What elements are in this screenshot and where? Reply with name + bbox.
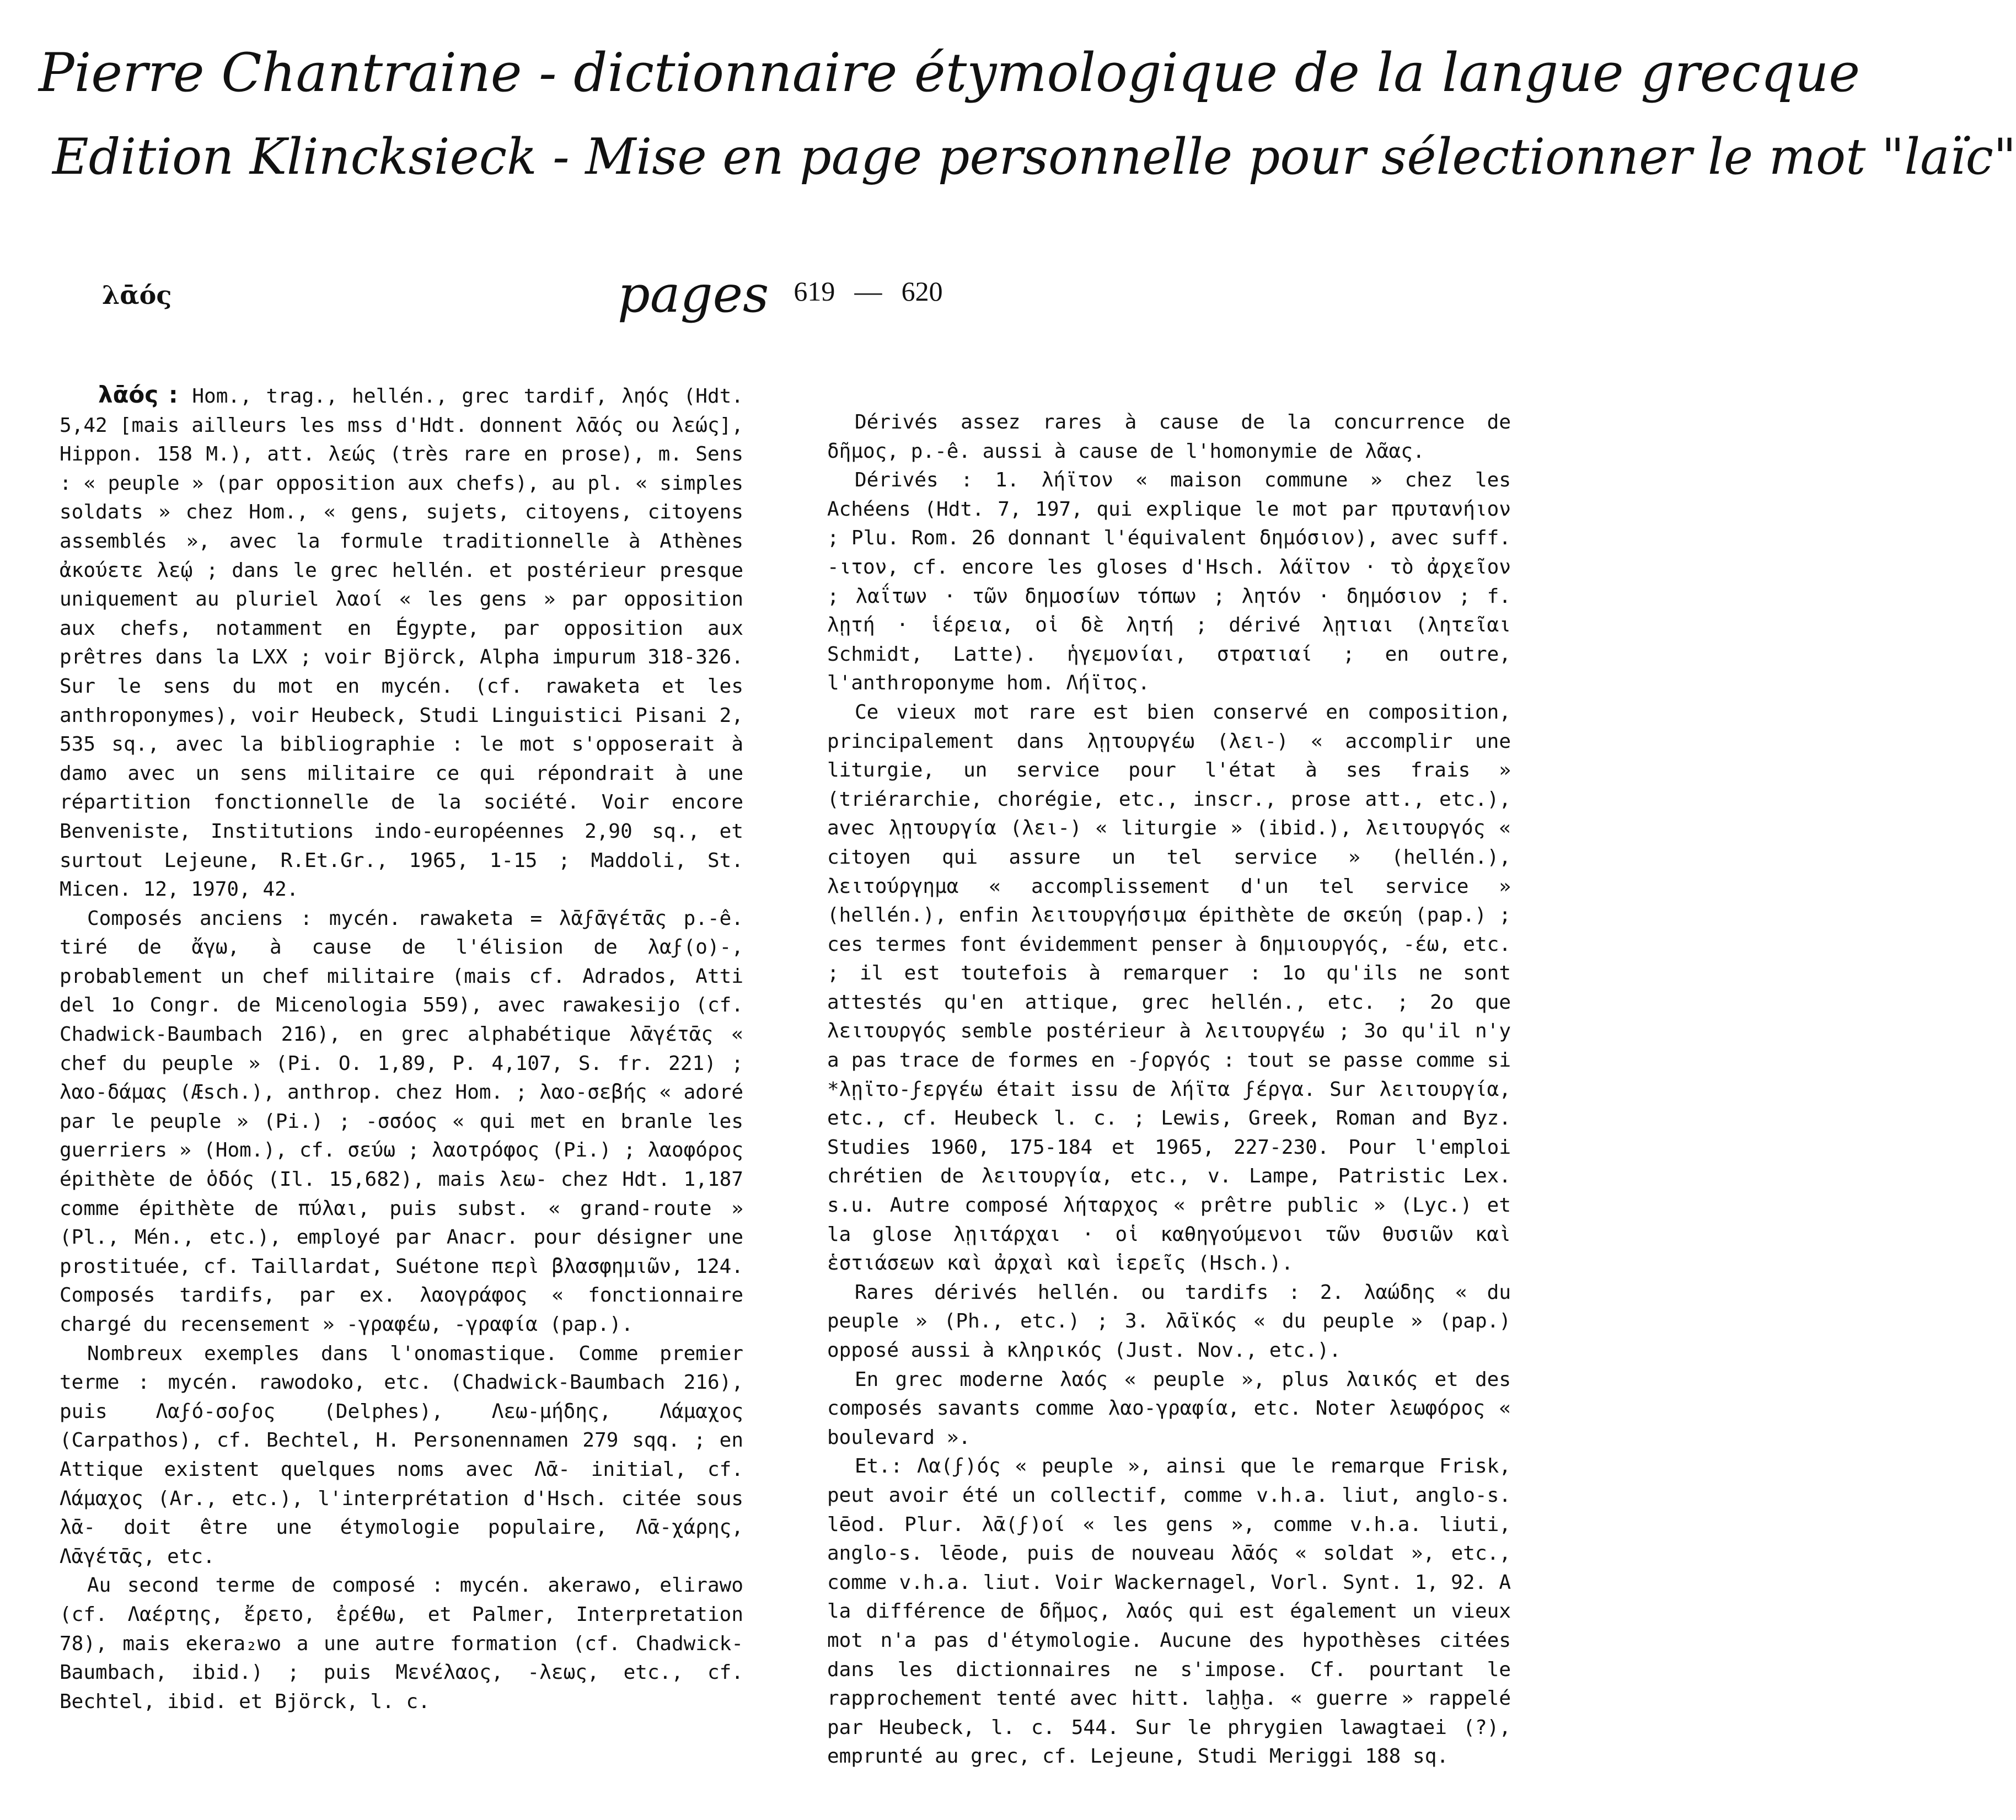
entry-paragraph: Dérivés assez rares à cause de la concurrence de δῆμος, p.-ê. aussi à cause de l'homonymie de λᾶας.	[827, 411, 1511, 463]
page-start: 619	[793, 276, 835, 307]
entry-paragraph: Composés anciens : mycén. rawaketa = λᾱϝᾱγέτᾱς p.-ê. tiré de ἄγω, à cause de l'élision de λαϝ(ο)-, probablement un chef militaire (mais cf. Adrados, Atti del 1o Congr. de Micenologia 559), avec rawakesijo (cf. Chadwick-Baumbach 216), en grec alphabétique λᾱγέτᾱς « chef du peuple » (Pi. O. 1,89, P. 4,107, S. fr. 221) ; λαο-δάμας (Æsch.), anthrop. chez Hom. ; λαο-σεβής « adoré par le peuple » (Pi.) ; -σσόος « qui met en branle les guerriers » (Hom.), cf. σεύω ; λαοτρόφος (Pi.) ; λαοφόρος épithète de ὁδός (Il. 15,682), mais λεω- chez Hdt. 1,187 comme épithète de πύλαι, puis subst. « grand-route » (Pl., Mén., etc.), employé par Anacr. pour désigner une prostituée, cf. Taillardat, Suétone περὶ βλασφημιῶν, 124. Composés tardifs, par ex. λαογράφος « fonctionnaire chargé du recensement » -γραφέω, -γραφία (pap.).	[60, 907, 743, 1336]
entry-paragraph: Au second terme de composé : mycén. akerawo, elirawo (cf. Λαέρτης, ἔρετο, ἐρέθω, et Palmer, Interpretation 78), mais ekera₂wo a une autre formation (cf. Chadwick-Baumbach, ibid.) ; puis Μενέλαος, -λεως, etc., cf. Bechtel, ibid. et Björck, l. c.	[60, 1574, 743, 1713]
entry-paragraph: Rares dérivés hellén. ou tardifs : 2. λαώδης « du peuple » (Ph., etc.) ; 3. λᾱϊκός « du peuple » (pap.) opposé aussi à κληρικός (Just. Nov., etc.).	[827, 1281, 1511, 1362]
entry-paragraph: En grec moderne λαός « peuple », plus λαικός et des composés savants comme λαο-γραφία, etc. Noter λεωφόρος « boulevard ».	[827, 1368, 1511, 1449]
entry-paragraph: Nombreux exemples dans l'onomastique. Comme premier terme : mycén. rawodoko, etc. (Chadwick-Baumbach 216), puis Λαϝό-σοϝος (Delphes), Λεω-μήδης, Λάμαχος (Carpathos), cf. Bechtel, H. Personennamen 279 sqq. ; en Attique existent quelques noms avec Λᾱ- initial, cf. Λάμαχος (Ar., etc.), l'interprétation d'Hsch. citée sous λᾱ- doit être une étymologie populaire, Λᾱ-χάρης, Λᾱγέτᾱς, etc.	[60, 1342, 743, 1568]
pages-label: pages	[618, 265, 769, 324]
document-title-line-1: Pierre Chantraine - dictionnaire étymologique de la langue grecque	[39, 42, 1860, 104]
document-title-line-2: Edition Klincksieck - Mise en page personnelle pour sélectionner le mot "laïc"	[52, 128, 2016, 186]
page-end: 620	[901, 276, 943, 307]
right-column	[827, 408, 1511, 1771]
entry-paragraph	[60, 381, 743, 904]
page-range	[618, 265, 943, 324]
entry-paragraph-text: Hom., trag., hellén., grec tardif, ληός (Hdt. 5,42 [mais ailleurs les mss d'Hdt. donnent λᾱός ou λεώς], Hippon. 158 M.), att. λεώς (très rare en prose), m. Sens : « peuple » (par opposition aux chefs), au pl. « simples soldats » chez Hom., « gens, sujets, citoyens, citoyens assemblés », avec la formule traditionnelle à Athènes ἀκούετε λεῴ ; dans le grec hellén. et postérieur presque uniquement au pluriel λαοί « les gens » par opposition aux chefs, notamment en Égypte, par opposition aux prêtres dans la LXX ; voir Björck, Alpha impurum 318-326. Sur le sens du mot en mycén. (cf. rawaketa et les anthroponymes), voir Heubeck, Studi Linguistici Pisani 2, 535 sq., avec la bibliographie : le mot s'opposerait à damo avec un sens militaire ce qui répondrait à une répartition fonctionnelle de la société. Voir encore Benveniste, Institutions indo-européennes 2,90 sq., et surtout Lejeune, R.Et.Gr., 1965, 1-15 ; Maddoli, St. Micen. 12, 1970, 42.	[60, 385, 743, 901]
entry-lemma: λᾱός :	[98, 381, 178, 408]
running-headword: λᾱός	[102, 280, 172, 310]
entry-paragraph: Ce vieux mot rare est bien conservé en composition, principalement dans λῃτουργέω (λει-) « accomplir une liturgie, un service pour l'état à ses frais » (triérarchie, chorégie, etc., inscr., prose att., etc.), avec λῃτουργία (λει-) « liturgie » (ibid.), λειτουργός « citoyen qui assure un tel service » (hellén.), λειτούργημα « accomplissement d'un tel service » (hellén.), enfin λειτουργήσιμα épithète de σκεύη (pap.) ; ces termes font évidemment penser à δημιουργός, -έω, etc. ; il est toutefois à remarquer : 1o qu'ils ne sont attestés qu'en attique, grec hellén., etc. ; 2o que λειτουργός semble postérieur à λειτουργέω ; 3o qu'il n'y a pas trace de formes en -ϝοργός : tout se passe comme si *λῃϊτο-ϝεργέω était issu de λήϊτα ϝέργα. Sur λειτουργία, etc., cf. Heubeck l. c. ; Lewis, Greek, Roman and Byz. Studies 1960, 175-184 et 1965, 227-230. Pour l'emploi chrétien de λειτουργία, etc., v. Lampe, Patristic Lex. s.u. Autre composé λήταρχος « prêtre public » (Lyc.) et la glose λῃιτάρχαι · οἱ καθηγούμενοι τῶν θυσιῶν καὶ ἑστιάσεων καὶ ἀρχαὶ καὶ ἱερεῖς (Hsch.).	[827, 700, 1511, 1275]
page-dash: —	[854, 276, 882, 307]
left-column	[60, 381, 743, 1716]
entry-paragraph: Et.: Λα(ϝ)ός « peuple », ainsi que le remarque Frisk, peut avoir été un collectif, comme v.h.a. liut, anglo-s. lēod. Plur. λᾱ(ϝ)οί « les gens », comme v.h.a. liuti, anglo-s. lēode, puis de nouveau λᾱός « soldat », etc., comme v.h.a. liut. Voir Wackernagel, Vorl. Synt. 1, 92. A la différence de δῆμος, λαός qui est également un vieux mot n'a pas d'étymologie. Aucune des hypothèses citées dans les dictionnaires ne s'impose. Cf. pourtant le rapprochement tenté avec hitt. laḫḫa. « guerre » rappelé par Heubeck, l. c. 544. Sur le phrygien lawagtaei (?), emprunté au grec, cf. Lejeune, Studi Meriggi 188 sq.	[827, 1455, 1511, 1768]
entry-paragraph: Dérivés : 1. λήϊτον « maison commune » chez les Achéens (Hdt. 7, 197, qui explique le mot par πρυτανήιον ; Plu. Rom. 26 donnant l'équivalent δημόσιον), avec suff. -ιτον, cf. encore les gloses d'Hsch. λάϊτον · τὸ ἀρχεῖον ; λαΐτων · τῶν δημοσίων τόπων ; λητόν · δημόσιον ; f. λῃτή · ἱέρεια, οἱ δὲ λητή ; dérivé λῃτιαι (λητεῖαι Schmidt, Latte). ἡγεμονίαι, στρατιαί ; en outre, l'anthroponyme hom. Λήϊτος.	[827, 469, 1511, 695]
